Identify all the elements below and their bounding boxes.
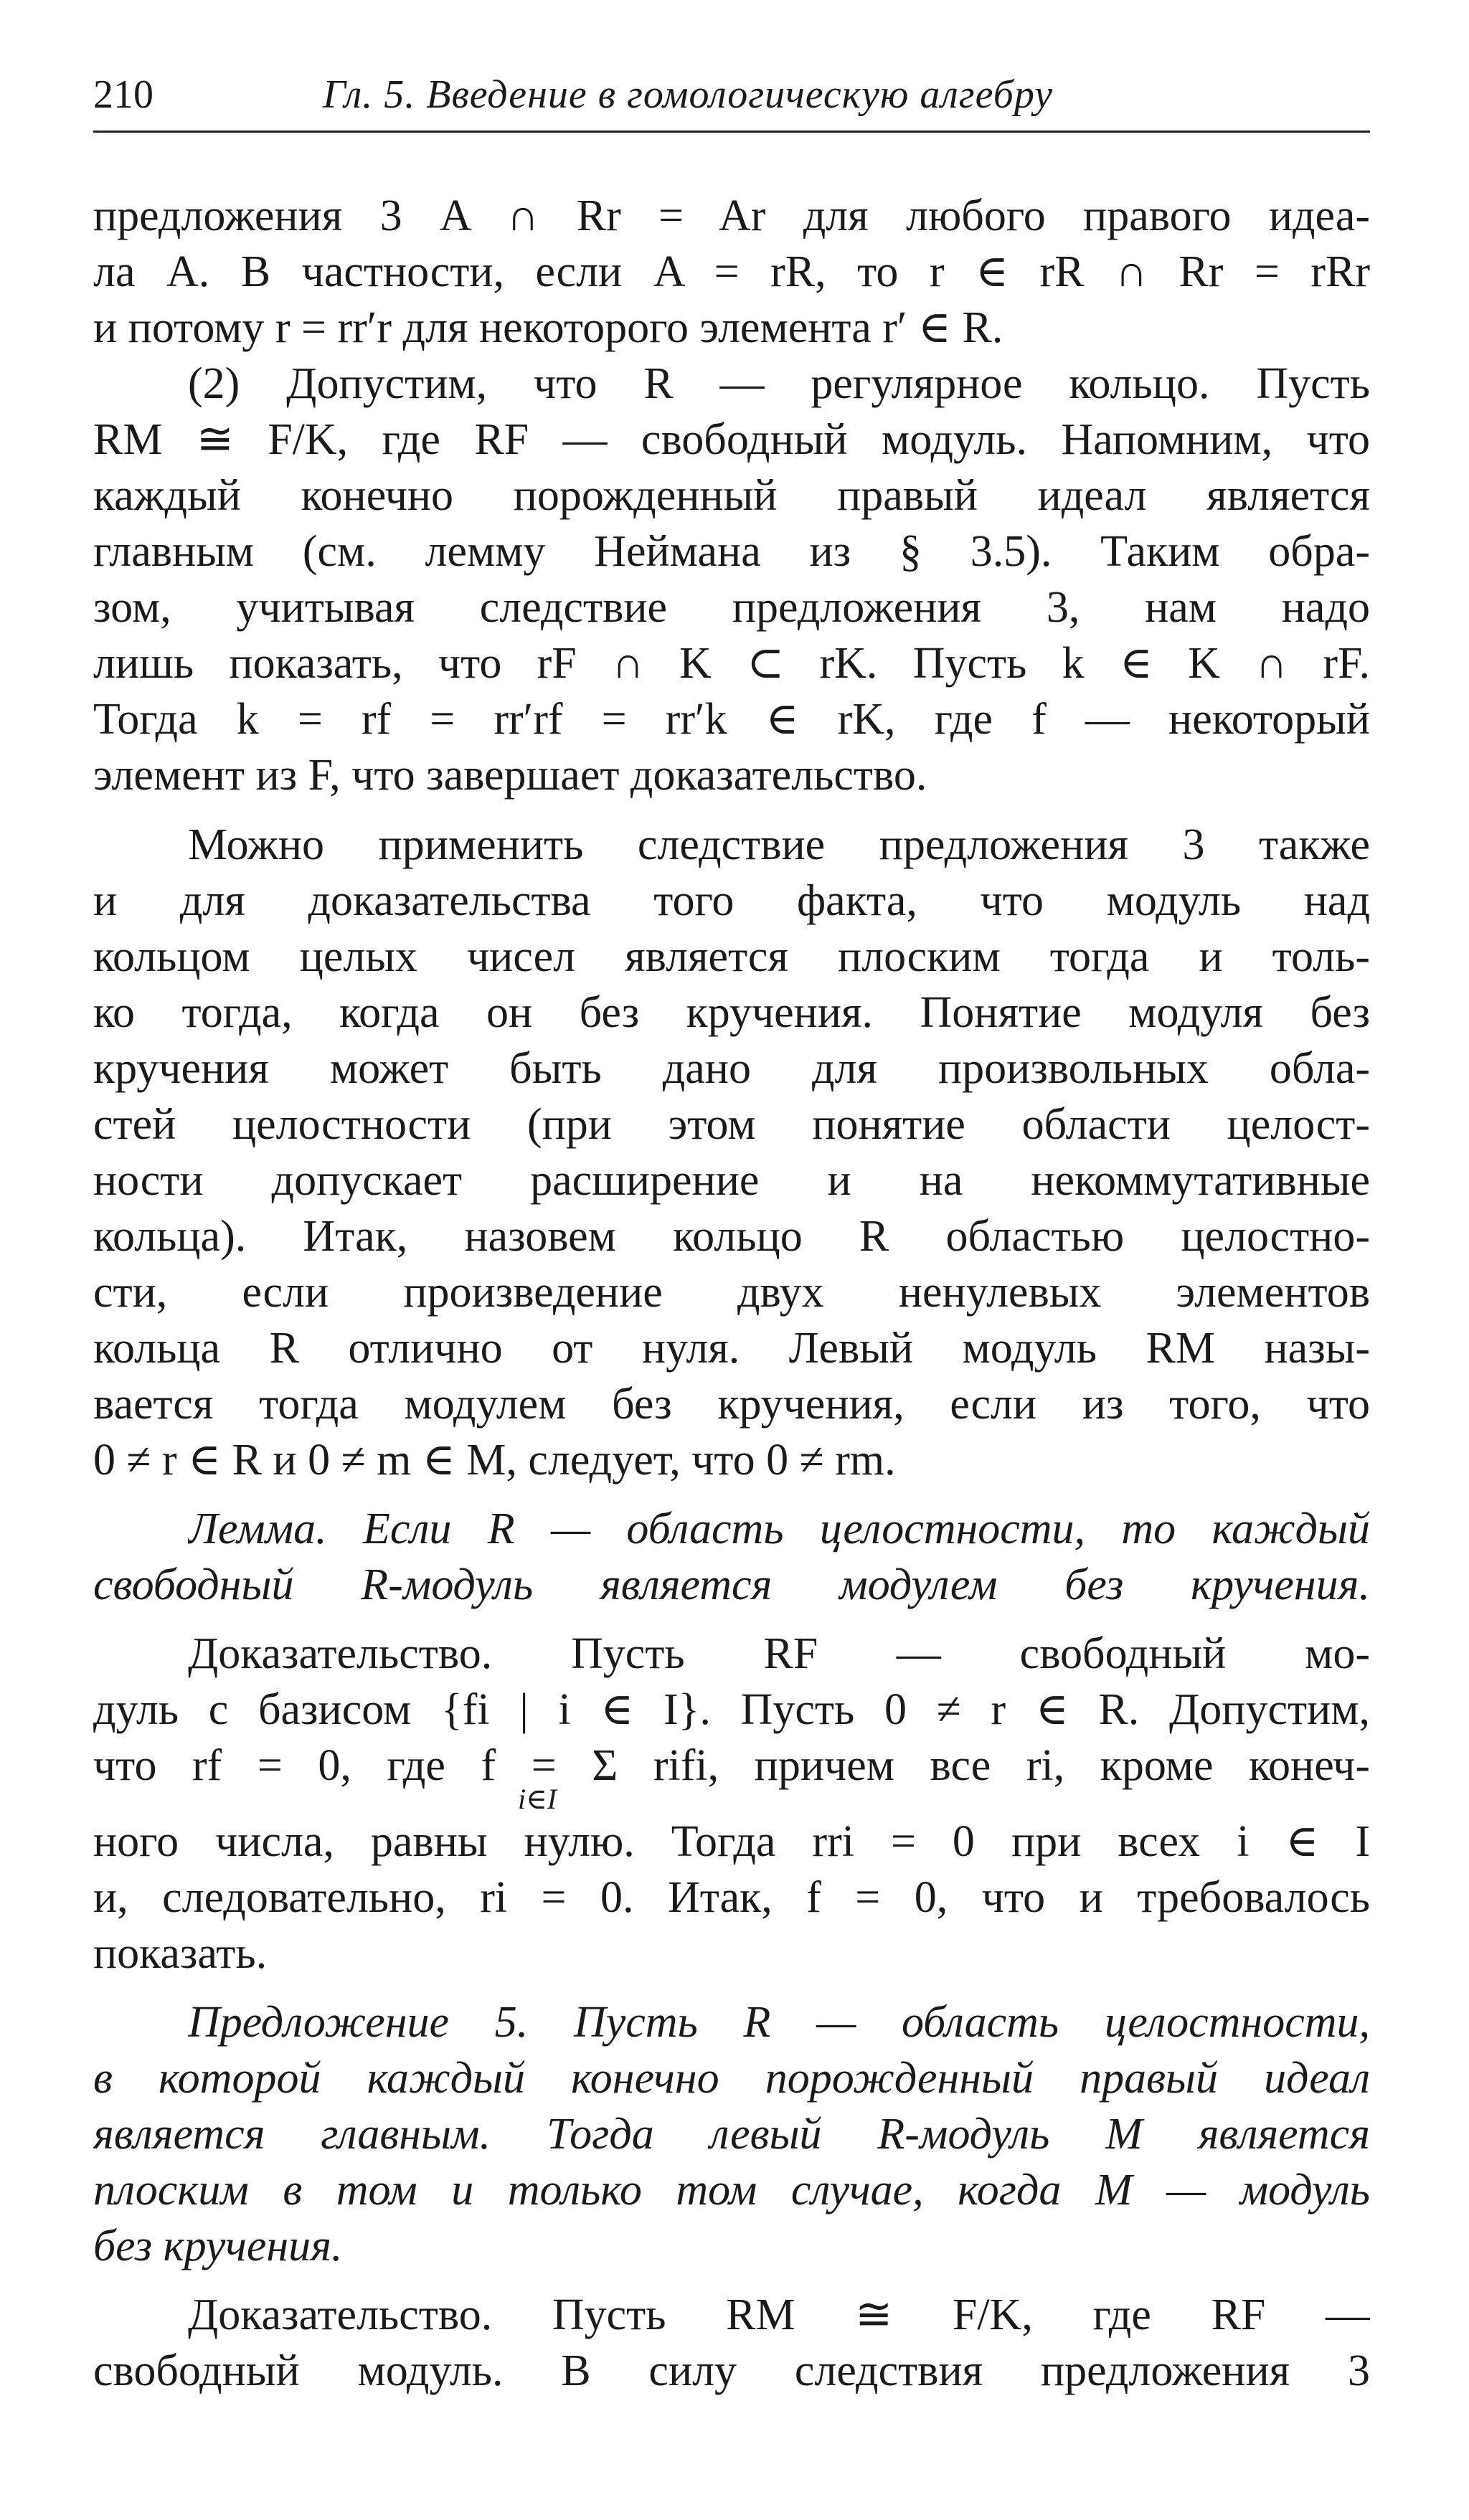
text-line-10: Тогда k = rf = rr′rf = rr′k ∈ rK, где f — некоторый (93, 695, 1370, 744)
sum-index-subscript: i∈I (518, 1783, 557, 1815)
text-line-23: 0 ≠ r ∈ R и 0 ≠ m ∈ M, следует, что 0 ≠ rm. (93, 1436, 896, 1484)
text-line-19: кольца). Итак, назовем кольцо R областью целостно- (93, 1212, 1370, 1261)
text-line-13: и для доказательства того факта, что модуль над (93, 876, 1370, 925)
text-line-9: лишь показать, что rF ∩ K ⊂ rK. Пусть k ∈ K ∩ rF. (93, 639, 1370, 688)
text-line-15: ко тогда, когда он без кручения. Понятие модуля без (93, 988, 1370, 1037)
proposition-line-2: в которой каждый конечно порожденный правый идеал (93, 2054, 1370, 2103)
text-line-3: и потому r = rr′r для некоторого элемента r′ ∈ R. (93, 303, 1003, 352)
text-line-22: вается тогда модулем без кручения, если из того, что (93, 1380, 1370, 1429)
proof-line-2: дуль с базисом {fi | i ∈ I}. Пусть 0 ≠ r ∈ R. Допустим, (93, 1685, 1370, 1734)
proposition-line-5: без кручения. (93, 2222, 343, 2270)
text-line-11: элемент из F, что завершает доказательство. (93, 751, 927, 800)
text-line-14: кольцом целых чисел является плоским тогда и толь- (93, 932, 1370, 981)
proof2-line-1: Доказательство. Пусть RM ≅ F/K, где RF — (188, 2291, 1370, 2339)
proposition-line-4: плоским в том и только том случае, когда M — модуль (93, 2166, 1370, 2215)
text-line-21: кольца R отлично от нуля. Левый модуль RM назы- (93, 1324, 1370, 1373)
page-header (93, 66, 1370, 133)
proof-line-6: показать. (93, 1929, 268, 1978)
proposition-line-1: Предложение 5. Пусть R — область целостности, (188, 1998, 1370, 2047)
text-line-1: предложения 3 A ∩ Rr = Ar для любого правого идеа- (93, 191, 1370, 240)
page-number: 210 (93, 72, 153, 117)
proof-line-1: Доказательство. Пусть RF — свободный мо- (188, 1629, 1370, 1678)
text-line-18: ности допускает расширение и на некоммутативные (93, 1156, 1370, 1205)
text-line-8: зом, учитывая следствие предложения 3, нам надо (93, 583, 1370, 632)
proof2-line-2: свободный модуль. В силу следствия предложения 3 (93, 2346, 1370, 2395)
text-line-7: главным (см. лемму Неймана из § 3.5). Таким обра- (93, 527, 1370, 576)
text-line-4: (2) Допустим, что R — регулярное кольцо. Пусть (188, 359, 1370, 408)
lemma-statement-line-2: свободный R-модуль является модулем без кручения. (93, 1560, 1370, 1609)
proof-line-3: что rf = 0, где f = Σ rifi, причем все ri, кроме конеч- (93, 1741, 1370, 1790)
text-line-6: каждый конечно порожденный правый идеал является (93, 471, 1370, 520)
proof-line-4: ного числа, равны нулю. Тогда rri = 0 при всех i ∈ I (93, 1817, 1370, 1866)
running-title: Гл. 5. Введение в гомологическую алгебру (323, 72, 1053, 117)
text-line-5: RM ≅ F/K, где RF — свободный модуль. Напомним, что (93, 415, 1370, 464)
text-line-16: кручения может быть дано для произвольных обла- (93, 1044, 1370, 1093)
lemma-statement-line-1: Лемма. Если R — область целостности, то каждый (188, 1505, 1370, 1553)
text-line-2: ла A. В частности, если A = rR, то r ∈ rR ∩ Rr = rRr (93, 247, 1370, 296)
text-line-12: Можно применить следствие предложения 3 также (188, 820, 1370, 869)
text-line-20: сти, если произведение двух ненулевых элементов (93, 1268, 1370, 1317)
proof-line-5: и, следовательно, ri = 0. Итак, f = 0, что и требовалось (93, 1873, 1370, 1922)
text-line-17: стей целостности (при этом понятие области целост- (93, 1100, 1370, 1149)
proposition-line-3: является главным. Тогда левый R-модуль M является (93, 2110, 1370, 2159)
